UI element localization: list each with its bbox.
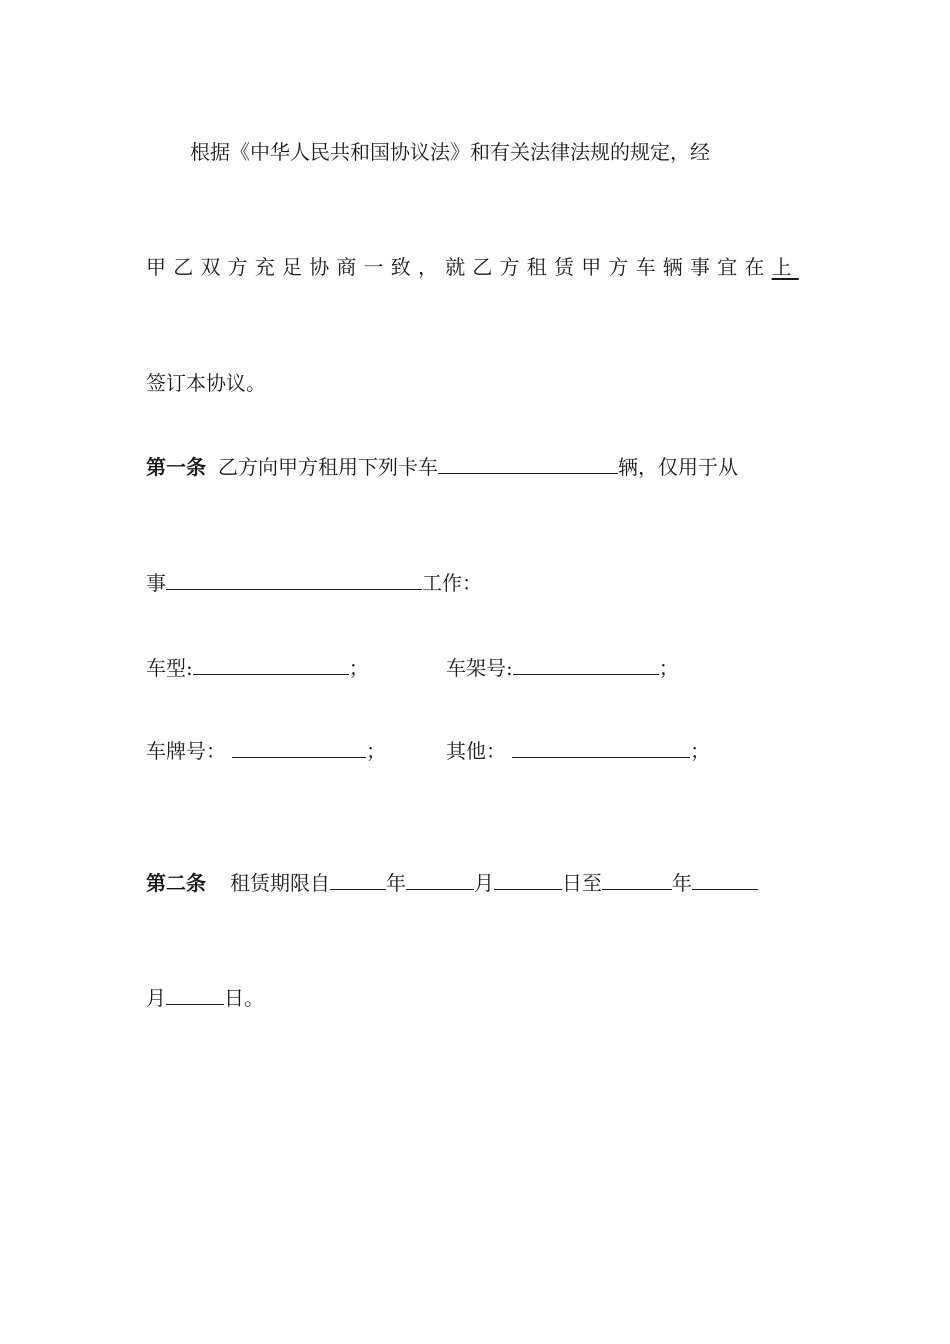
start-year-label: 年 xyxy=(386,871,406,895)
article2-line-1 xyxy=(146,869,758,897)
intro-text-3: 签订本协议。 xyxy=(146,371,266,395)
plate-no-row xyxy=(146,737,386,765)
end-day-field[interactable] xyxy=(166,984,224,1005)
plate-no-field[interactable] xyxy=(232,737,366,758)
end-month-label: 月 xyxy=(146,986,166,1010)
intro-line-2 xyxy=(146,253,799,281)
truck-count-field[interactable] xyxy=(438,453,618,474)
vehicle-type-row xyxy=(146,654,369,682)
article1-text-a: 乙方向甲方租用下列卡车 xyxy=(218,455,438,479)
end-month-field[interactable] xyxy=(692,869,758,890)
article1-text-c: 事 xyxy=(146,571,166,595)
vehicle-type-semicolon: ； xyxy=(348,656,369,680)
intro-text-1: 根据《中华人民共和国协议法》和有关法律法规的规定，经 xyxy=(190,140,710,164)
frame-no-semicolon: ； xyxy=(658,656,679,680)
intro-line-3 xyxy=(146,369,266,397)
end-day-label: 日。 xyxy=(224,986,264,1010)
other-label: 其他： xyxy=(446,739,506,763)
intro-line-1 xyxy=(190,138,710,166)
article2-line-2 xyxy=(146,984,264,1012)
frame-no-field[interactable] xyxy=(513,654,659,675)
article2-heading: 第二条 xyxy=(146,871,206,895)
article1-line-1 xyxy=(146,453,738,481)
intro-text-2: 甲乙双方充足协商一致，就乙方租赁甲方车辆事宜在 xyxy=(146,255,772,279)
plate-no-label: 车牌号： xyxy=(146,739,226,763)
other-field[interactable] xyxy=(512,737,690,758)
start-year-field[interactable] xyxy=(330,869,386,890)
start-day-field[interactable] xyxy=(494,869,562,890)
vehicle-type-field[interactable] xyxy=(193,654,349,675)
article1-line-2 xyxy=(146,569,482,597)
start-month-field[interactable] xyxy=(406,869,474,890)
start-day-label: 日至 xyxy=(562,871,602,895)
intro-underlined-location[interactable]: 上 xyxy=(771,255,799,279)
other-row xyxy=(446,737,710,765)
article1-text-d: 工作： xyxy=(422,571,482,595)
start-month-label: 月 xyxy=(474,871,494,895)
frame-no-row xyxy=(446,654,679,682)
work-purpose-field[interactable] xyxy=(166,569,422,590)
vehicle-type-label: 车型: xyxy=(146,656,193,680)
end-year-field[interactable] xyxy=(602,869,672,890)
article1-text-b: 辆，仅用于从 xyxy=(618,455,738,479)
end-year-label: 年 xyxy=(672,871,692,895)
other-semicolon: ； xyxy=(690,739,710,763)
plate-no-semicolon: ； xyxy=(366,739,386,763)
frame-no-label: 车架号: xyxy=(446,656,513,680)
article1-heading: 第一条 xyxy=(146,455,206,479)
article2-text-a: 租赁期限自 xyxy=(230,871,330,895)
